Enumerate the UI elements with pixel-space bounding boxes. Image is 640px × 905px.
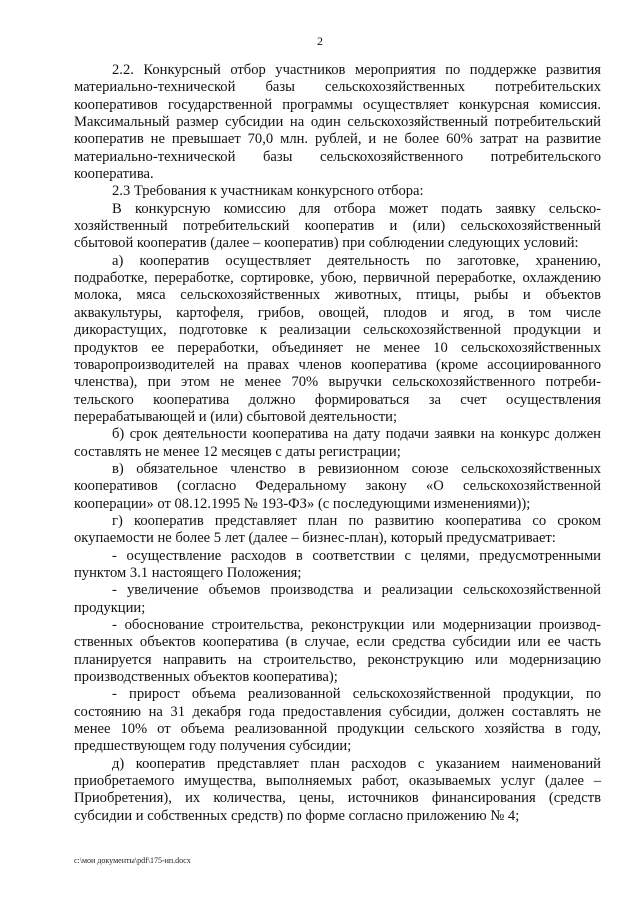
paragraph-item-v: в) обязательное членство в ревизионном союзе сельскохозяйственных кооперативов (согласно Федеральному закону «О сельскохозяйственной кооперации» от 08.12.1995 № 193-ФЗ» (с последующими изменениями));: [74, 460, 601, 512]
paragraph-item-g: г) кооператив представляет план по развитию кооператива со сроком окупаемости не более 5 лет (далее – бизнес-план), который предусматривает:: [74, 512, 601, 547]
paragraph-2-2: 2.2. Конкурсный отбор участников мероприятия по поддержке развития материально-технической базы сельскохозяйственных потребительских кооперативов государственной программы осуществляет конкурсная комиссия. Максимальный размер субсидии на один сельскохозяйственный потребительский кооператив не превышает 70,0 млн. рублей, и не более 60% затрат на развитие материально-технической базы сельскохозяйственного потребительского кооператива.: [74, 62, 601, 183]
paragraph-item-d: д) кооператив представляет план расходов с указанием наименований приобретаемого имущества, выполняемых работ, оказываемых услуг (далее – Приобретения), их количества, цены, источников финансирования (средств субсидии и собственных средств) по форме согласно приложению № 4;: [74, 755, 601, 824]
paragraph-bullet-expenses: - осуществление расходов в соответствии с целями, предусмотренными пунктом 3.1 настоящего Положения;: [74, 547, 601, 581]
footer-file-path: c:\мои документы\pdf\175-ип.docx: [74, 856, 191, 865]
page-number: 2: [317, 34, 323, 48]
paragraph-item-b: б) срок деятельности кооператива на дату подачи заявки на конкурс должен составлять не менее 12 месяцев с даты регистрации;: [74, 426, 601, 460]
paragraph-bullet-construction: - обоснование строительства, реконструкции или модернизации производственных объектов кооператива (в случае, если средства субсидии или ее часть планируется направить на строительство, реконструкцию или модернизацию производственных объектов кооператива);: [74, 617, 601, 686]
document-body: [74, 62, 601, 825]
paragraph-item-a: а) кооператив осуществляет деятельность по заготовке, хранению, подработке, переработке, сортировке, убою, первичной переработке, охлаждению молока, мяса сельскохозяйственных животных, птицы, рыбы и объектов аквакультуры, картофеля, грибов, овощей, плодов и ягод, в том числе дикорастущих, подготовке к реализации сельскохозяйственной продукции и продуктов ее переработки, объединяет не менее 10 сельскохозяйственных товаропроизводителей на правах членов кооператива (кроме ассоциированного членства), при этом не менее 70% выручки сельскохозяйственного потребительского кооператива должно формироваться за счет осуществления перерабатывающей и (или) сбытовой деятельности;: [74, 252, 601, 425]
paragraph-bullet-growth: - прирост объема реализованной сельскохозяйственной продукции, по состоянию на 31 декабря года предоставления субсидии, должен составлять не менее 10% от объема реализованной продукции сельского хозяйства в году, предшествующем году получения субсидии;: [74, 686, 601, 755]
paragraph-intro: В конкурсную комиссию для отбора может подать заявку сельскохозяйственный потребительский кооператив и (или) сельскохозяйственный сбытовой кооператив (далее – кооператив) при соблюдении следующих условий:: [74, 200, 601, 252]
paragraph-2-3-heading: 2.3 Требования к участникам конкурсного отбора:: [112, 183, 424, 200]
paragraph-bullet-volume: - увеличение объемов производства и реализации сельскохозяйственной продукции;: [74, 582, 601, 616]
